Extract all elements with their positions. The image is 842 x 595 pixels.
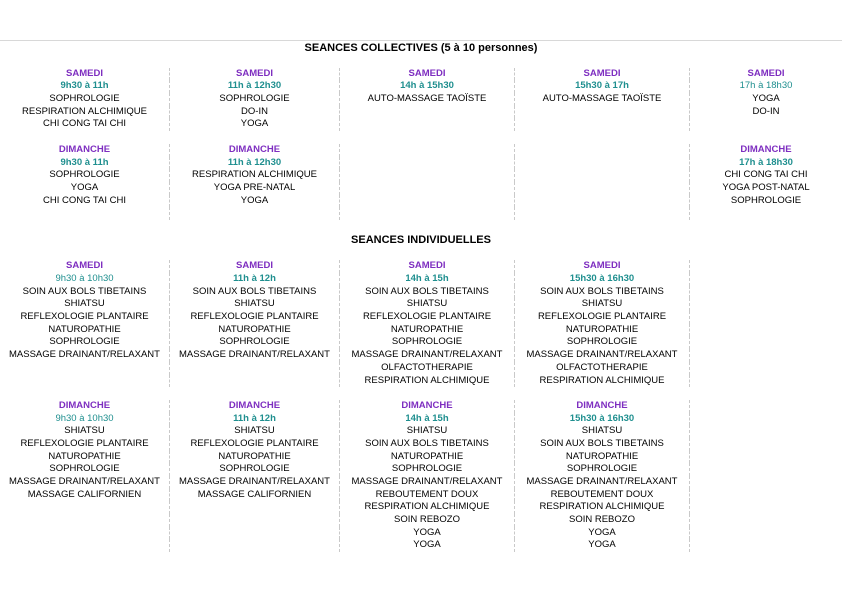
session-item: NATUROPATHIE (170, 451, 340, 464)
session-item: NATUROPATHIE (0, 451, 170, 464)
table-row (0, 336, 842, 349)
session-item: NATUROPATHIE (0, 324, 170, 337)
table-row (0, 539, 842, 552)
day-label (515, 144, 690, 157)
time-slot: 17h à 18h30 (739, 156, 793, 168)
session-item: RESPIRATION ALCHIMIQUE (515, 501, 690, 514)
collective-samedi-block (0, 68, 842, 131)
session-item: RESPIRATION ALCHIMIQUE (340, 375, 515, 388)
session-item (690, 349, 842, 362)
session-item (690, 286, 842, 299)
session-item: RESPIRATION ALCHIMIQUE (0, 106, 170, 119)
session-item: REFLEXOLOGIE PLANTAIRE (0, 311, 170, 324)
session-item (515, 169, 690, 182)
day-label: SAMEDI (515, 260, 690, 273)
session-item: MASSAGE CALIFORNIEN (0, 489, 170, 502)
session-item: SOIN AUX BOLS TIBETAINS (515, 438, 690, 451)
session-item: YOGA (340, 539, 515, 552)
time-slot (515, 157, 690, 170)
session-item: YOGA (340, 527, 515, 540)
session-item: MASSAGE DRAINANT/RELAXANT (170, 349, 340, 362)
session-item (170, 527, 340, 540)
time-slot: 14h à 15h30 (340, 80, 515, 93)
session-item: SHIATSU (0, 298, 170, 311)
time-slot: 14h à 15h (340, 273, 515, 286)
session-item: CHI CONG TAI CHI (0, 118, 170, 131)
session-item: MASSAGE DRAINANT/RELAXANT (0, 476, 170, 489)
session-item (690, 362, 842, 375)
session-item: SOPHROLOGIE (170, 93, 340, 106)
session-item (0, 514, 170, 527)
table-row (0, 68, 842, 81)
table-row (0, 527, 842, 540)
time-slot: 14h à 15h (340, 413, 515, 426)
session-item (690, 336, 842, 349)
day-label (340, 144, 515, 157)
session-item: YOGA PRE-NATAL (170, 182, 340, 195)
session-item: RESPIRATION ALCHIMIQUE (340, 501, 515, 514)
session-item (515, 106, 690, 119)
session-item: RESPIRATION ALCHIMIQUE (515, 375, 690, 388)
session-item: REFLEXOLOGIE PLANTAIRE (170, 438, 340, 451)
session-item: MASSAGE DRAINANT/RELAXANT (0, 349, 170, 362)
session-item: SHIATSU (515, 425, 690, 438)
session-item: NATUROPATHIE (170, 324, 340, 337)
table-row (0, 514, 842, 527)
day-label (690, 400, 842, 413)
session-item: MASSAGE DRAINANT/RELAXANT (515, 476, 690, 489)
table-row (0, 489, 842, 502)
session-item: NATUROPATHIE (340, 451, 515, 464)
session-item: SOIN REBOZO (515, 514, 690, 527)
day-label: SAMEDI (0, 68, 170, 81)
session-item: YOGA (170, 118, 340, 131)
time-slot: 17h à 18h30 (739, 80, 793, 92)
session-item: SOIN REBOZO (340, 514, 515, 527)
session-item: SHIATSU (0, 425, 170, 438)
table-row (0, 273, 842, 286)
session-item (0, 501, 170, 514)
session-item: NATUROPATHIE (340, 324, 515, 337)
session-item: SHIATSU (340, 425, 515, 438)
session-item: DO-IN (752, 105, 780, 117)
table-row (0, 375, 842, 388)
table-row (0, 144, 842, 157)
session-item: AUTO-MASSAGE TAOÏSTE (340, 93, 515, 106)
session-item: CHI CONG TAI CHI (0, 195, 170, 208)
individual-samedi-block (0, 260, 842, 387)
spacer-row (0, 248, 842, 261)
session-item: CHI CONG TAI CHI (724, 169, 808, 181)
day-label: DIMANCHE (740, 143, 792, 155)
table-row (0, 182, 842, 195)
day-label: SAMEDI (170, 260, 340, 273)
session-item: SOPHROLOGIE (340, 463, 515, 476)
table-row (0, 463, 842, 476)
session-item: SOPHROLOGIE (0, 463, 170, 476)
session-item (690, 298, 842, 311)
session-item (690, 501, 842, 514)
day-label: SAMEDI (340, 68, 515, 81)
table-row (0, 501, 842, 514)
session-item (690, 539, 842, 552)
session-item: SOPHROLOGIE (170, 336, 340, 349)
session-item: SOIN AUX BOLS TIBETAINS (0, 286, 170, 299)
session-item (515, 195, 690, 208)
day-label: SAMEDI (170, 68, 340, 81)
session-item (340, 118, 515, 131)
table-row (0, 298, 842, 311)
day-label: SAMEDI (747, 67, 785, 79)
time-slot: 9h30 à 10h30 (0, 273, 170, 286)
table-row (0, 260, 842, 273)
time-slot: 11h à 12h (170, 273, 340, 286)
day-label: DIMANCHE (515, 400, 690, 413)
spacer-row (0, 55, 842, 68)
day-label (690, 260, 842, 273)
table-row (0, 425, 842, 438)
day-label: DIMANCHE (170, 144, 340, 157)
session-item (340, 169, 515, 182)
session-item (690, 438, 842, 451)
session-item: SOIN AUX BOLS TIBETAINS (515, 286, 690, 299)
collective-title-row (0, 40, 842, 55)
session-item: SHIATSU (515, 298, 690, 311)
table-row (0, 451, 842, 464)
session-item: SOPHROLOGIE (0, 169, 170, 182)
table-row (0, 311, 842, 324)
table-row (0, 157, 842, 170)
spacer-row (0, 220, 842, 233)
session-item (690, 311, 842, 324)
session-item: REFLEXOLOGIE PLANTAIRE (515, 311, 690, 324)
session-item (340, 106, 515, 119)
day-label: SAMEDI (515, 68, 690, 81)
session-item: NATUROPATHIE (515, 451, 690, 464)
session-item (0, 539, 170, 552)
session-item: MASSAGE DRAINANT/RELAXANT (340, 476, 515, 489)
session-item (170, 539, 340, 552)
time-slot: 9h30 à 11h (0, 80, 170, 93)
table-row (0, 93, 842, 106)
time-slot (690, 273, 842, 286)
collective-title: SEANCES COLLECTIVES (5 à 10 personnes) (304, 42, 538, 54)
session-item: REFLEXOLOGIE PLANTAIRE (170, 311, 340, 324)
session-item: SOPHROLOGIE (730, 194, 802, 206)
table-row (0, 106, 842, 119)
session-item: SOPHROLOGIE (0, 93, 170, 106)
session-item: SOIN AUX BOLS TIBETAINS (340, 438, 515, 451)
session-item: YOGA (0, 182, 170, 195)
day-label: SAMEDI (340, 260, 515, 273)
session-item: SHIATSU (170, 298, 340, 311)
table-row (0, 80, 842, 93)
table-row (0, 362, 842, 375)
session-item (170, 207, 340, 220)
session-item: MASSAGE DRAINANT/RELAXANT (515, 349, 690, 362)
table-row (0, 169, 842, 182)
session-item: MASSAGE DRAINANT/RELAXANT (170, 476, 340, 489)
session-item (340, 182, 515, 195)
time-slot: 15h30 à 16h30 (515, 413, 690, 426)
day-label: DIMANCHE (0, 144, 170, 157)
session-item: NATUROPATHIE (515, 324, 690, 337)
session-item: RESPIRATION ALCHIMIQUE (170, 169, 340, 182)
session-item (170, 501, 340, 514)
session-item: SHIATSU (340, 298, 515, 311)
session-item: REBOUTEMENT DOUX (340, 489, 515, 502)
session-item: YOGA (515, 539, 690, 552)
session-item: REFLEXOLOGIE PLANTAIRE (0, 438, 170, 451)
time-slot: 15h30 à 16h30 (515, 273, 690, 286)
time-slot: 11h à 12h (170, 413, 340, 426)
schedule-sheet (0, 40, 842, 552)
session-item (690, 489, 842, 502)
session-item: OLFACTOTHERAPIE (340, 362, 515, 375)
table-row (0, 413, 842, 426)
individual-title-row (0, 233, 842, 248)
day-label: DIMANCHE (0, 400, 170, 413)
time-slot: 9h30 à 11h (0, 157, 170, 170)
day-label: DIMANCHE (170, 400, 340, 413)
time-slot: 15h30 à 17h (515, 80, 690, 93)
session-item: YOGA POST-NATAL (722, 181, 810, 193)
session-item: YOGA (752, 93, 780, 105)
session-item (690, 324, 842, 337)
spacer-row (0, 387, 842, 400)
session-item: SOPHROLOGIE (515, 336, 690, 349)
table-row (0, 207, 842, 220)
table-row (0, 195, 842, 208)
collective-dimanche-block (0, 144, 842, 220)
session-item: SOIN AUX BOLS TIBETAINS (340, 286, 515, 299)
table-row (0, 438, 842, 451)
session-item (340, 195, 515, 208)
session-item (0, 375, 170, 388)
session-item: SOPHROLOGIE (0, 336, 170, 349)
session-item: SOPHROLOGIE (515, 463, 690, 476)
session-item (0, 527, 170, 540)
session-item: YOGA (515, 527, 690, 540)
session-item (690, 476, 842, 489)
session-item (690, 118, 842, 131)
session-item (515, 207, 690, 220)
session-item (690, 527, 842, 540)
session-item (0, 362, 170, 375)
session-item (690, 425, 842, 438)
session-item: MASSAGE CALIFORNIEN (170, 489, 340, 502)
table-row (0, 286, 842, 299)
session-item: REFLEXOLOGIE PLANTAIRE (340, 311, 515, 324)
spacer-row (0, 131, 842, 144)
session-item (690, 451, 842, 464)
time-slot: 9h30 à 10h30 (0, 413, 170, 426)
time-slot: 11h à 12h30 (170, 80, 340, 93)
session-item: MASSAGE DRAINANT/RELAXANT (340, 349, 515, 362)
session-item: DO-IN (170, 106, 340, 119)
table-row (0, 400, 842, 413)
session-item: AUTO-MASSAGE TAOÏSTE (515, 93, 690, 106)
individual-dimanche-block (0, 400, 842, 552)
session-item: SOIN AUX BOLS TIBETAINS (170, 286, 340, 299)
session-item (690, 514, 842, 527)
day-label: SAMEDI (0, 260, 170, 273)
session-item (170, 375, 340, 388)
session-item: SHIATSU (170, 425, 340, 438)
session-item: OLFACTOTHERAPIE (515, 362, 690, 375)
session-item (0, 207, 170, 220)
time-slot (690, 413, 842, 426)
individual-title: SEANCES INDIVIDUELLES (351, 233, 491, 246)
table-row (0, 324, 842, 337)
session-item: YOGA (170, 195, 340, 208)
session-item (690, 375, 842, 388)
session-item (170, 514, 340, 527)
session-item (690, 207, 842, 220)
day-label: DIMANCHE (340, 400, 515, 413)
time-slot (340, 157, 515, 170)
session-item (340, 207, 515, 220)
session-item (690, 463, 842, 476)
session-item (515, 118, 690, 131)
session-item (515, 182, 690, 195)
session-item: REBOUTEMENT DOUX (515, 489, 690, 502)
session-item: SOPHROLOGIE (170, 463, 340, 476)
session-item (170, 362, 340, 375)
session-item: SOPHROLOGIE (340, 336, 515, 349)
time-slot: 11h à 12h30 (170, 157, 340, 170)
table-row (0, 118, 842, 131)
table-row (0, 476, 842, 489)
table-row (0, 349, 842, 362)
